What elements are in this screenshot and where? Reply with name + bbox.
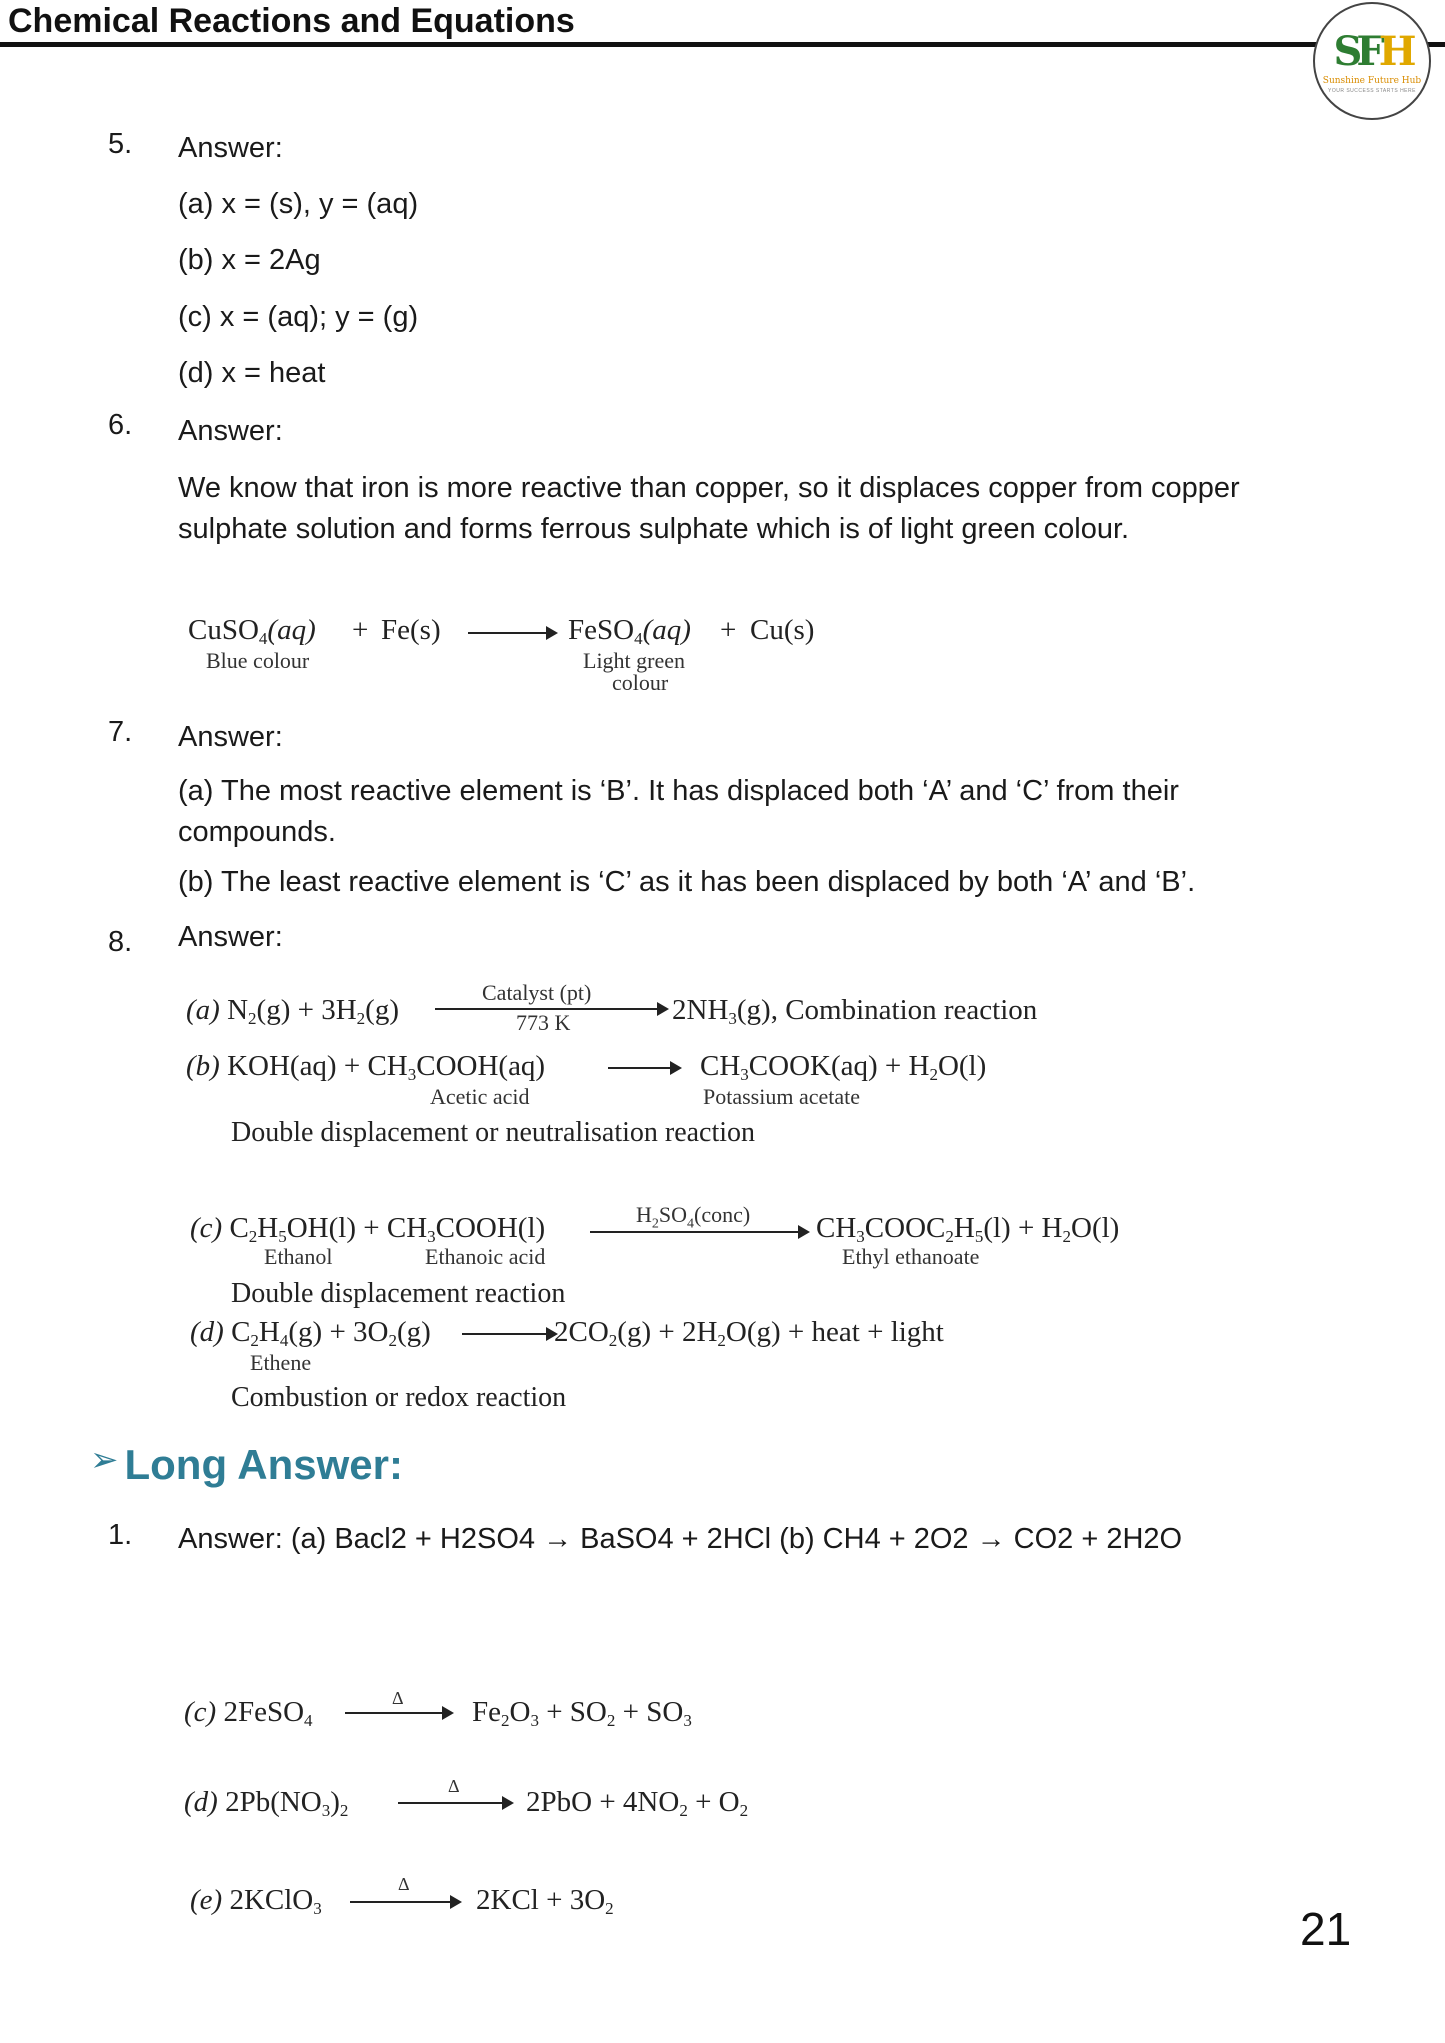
logo-tagline: YOUR SUCCESS STARTS HERE	[1328, 88, 1416, 94]
q6-explanation: We know that iron is more reactive than copper, so it displaces copper from copper sulphate solution and forms ferrous sulphate which is of light green colour.	[178, 472, 1240, 545]
q6-plus-2: +	[720, 614, 737, 646]
long-c-lhs: (c) 2FeSO$_4$	[184, 1696, 313, 1730]
q5-part-b: (b) x = 2Ag	[178, 244, 321, 276]
long-e-heat-symbol: Δ	[398, 1874, 410, 1894]
q8c-reaction-arrow	[590, 1231, 808, 1233]
q6-product-2: Cu(s)	[750, 614, 815, 646]
q5-part-a: (a) x = (s), y = (aq)	[178, 188, 419, 220]
q7-part-a: (a) The most reactive element is ‘B’. It has displaced both ‘A’ and ‘C’ from their compounds.	[178, 775, 1179, 848]
long-e-lhs: (e) 2KClO$_3$	[190, 1884, 322, 1918]
q6-reaction-arrow	[468, 632, 556, 634]
q8c-lhs: (c) $C_2H_5OH(l)$ + $CH_3COOH(l)$	[190, 1212, 546, 1246]
q6-label-colour: colour	[612, 670, 669, 695]
q8c-rhs: $CH_3COOC_2H_5(l) + H_2O(l)$	[816, 1212, 1120, 1246]
q8c-label-ethyl-ethanoate: Ethyl ethanoate	[842, 1244, 980, 1269]
q8a-condition-catalyst: Catalyst (pt)	[482, 980, 592, 1005]
q8b-lhs: (b) $KOH(aq) + CH_3COOH(aq)$	[186, 1050, 546, 1084]
q5-part-c: (c) x = (aq); y = (g)	[178, 301, 419, 333]
long-c-reaction-arrow	[345, 1712, 452, 1714]
q8c-label-ethanol: Ethanol	[264, 1244, 333, 1269]
logo-name: Sunshine Future Hub	[1322, 76, 1422, 86]
long-answer-heading: ➢ Long Answer:	[90, 1441, 403, 1488]
q8b-label-acetic-acid: Acetic acid	[430, 1084, 530, 1109]
q7-number: 7.	[108, 716, 133, 748]
q8b-label-potassium-acetate: Potassium acetate	[703, 1084, 861, 1109]
header-divider	[0, 42, 1445, 47]
q8a-lhs: (a) $N_2(g) + 3H_2(g)$	[186, 994, 399, 1028]
q5-number: 5.	[108, 128, 133, 160]
long-d-rhs: $2PbO + 4NO_2 + O_2$	[526, 1786, 749, 1820]
q8d-reaction-type: Combustion or redox reaction	[231, 1382, 567, 1413]
chevron-icon: ➢	[90, 1441, 119, 1479]
q8d-rhs: $2CO_2(g) + 2H_2O(g)$ + heat + light	[554, 1316, 944, 1350]
q6-reactant-1: CuSO$_4$(aq)	[188, 614, 316, 648]
long-q1-answer: Answer: (a) Bacl2 + H2SO4 → BaSO4 + 2HCl (b) CH4 + 2O2 → CO2 + 2H2O	[178, 1523, 1183, 1555]
page-number: 21	[1300, 1903, 1352, 1955]
q7-answer-label: Answer:	[178, 721, 283, 753]
long-e-rhs: $2KCl + 3O_2$	[476, 1884, 614, 1918]
q8d-reaction-arrow	[462, 1333, 556, 1335]
q6-label-blue-colour: Blue colour	[206, 648, 310, 673]
q8b-reaction-arrow	[608, 1067, 680, 1069]
long-q1-number: 1.	[108, 1519, 133, 1551]
long-d-heat-symbol: Δ	[448, 1776, 460, 1796]
q8b-reaction-type: Double displacement or neutralisation reaction	[231, 1117, 756, 1148]
long-c-heat-symbol: Δ	[392, 1688, 404, 1708]
q8c-label-ethanoic-acid: Ethanoic acid	[425, 1244, 546, 1269]
q8a-condition-temperature: 773 K	[516, 1010, 571, 1035]
q6-number: 6.	[108, 409, 133, 441]
long-d-reaction-arrow	[398, 1802, 512, 1804]
long-d-lhs: (d) $2Pb(NO_3)_2$	[184, 1786, 349, 1820]
q6-label-light-green: Light green	[583, 648, 686, 673]
q8-answer-label: Answer:	[178, 921, 283, 953]
q8c-condition: $H_2SO_4(conc)$	[636, 1202, 751, 1232]
q8d-lhs: (d) $C_2H_4(g) + 3O_2(g)$	[190, 1316, 431, 1350]
long-c-rhs: $Fe_2O_3 + SO_2 + SO_3$	[472, 1696, 692, 1730]
q5-part-d: (d) x = heat	[178, 357, 326, 389]
q8a-rhs: $2NH_3(g)$, Combination reaction	[672, 994, 1038, 1028]
long-e-reaction-arrow	[350, 1901, 460, 1903]
page-header-title: Chemical Reactions and Equations	[8, 2, 575, 40]
q8-number: 8.	[108, 926, 133, 958]
brand-logo	[1313, 2, 1431, 120]
q6-answer-label: Answer:	[178, 415, 283, 447]
logo-monogram: SFH	[1333, 28, 1411, 75]
q6-reactant-2: Fe(s)	[381, 614, 441, 646]
q6-product-1: FeSO$_4$(aq)	[568, 614, 691, 648]
q8b-rhs: $CH_3COOK(aq) + H_2O(l)$	[700, 1050, 987, 1084]
q5-answer-label: Answer:	[178, 132, 283, 164]
q6-plus-1: +	[352, 614, 369, 646]
q8d-label-ethene: Ethene	[250, 1350, 312, 1375]
q7-part-b: (b) The least reactive element is ‘C’ as it has been displaced by both ‘A’ and ‘B’.	[178, 866, 1196, 898]
q8c-reaction-type: Double displacement reaction	[231, 1278, 566, 1309]
